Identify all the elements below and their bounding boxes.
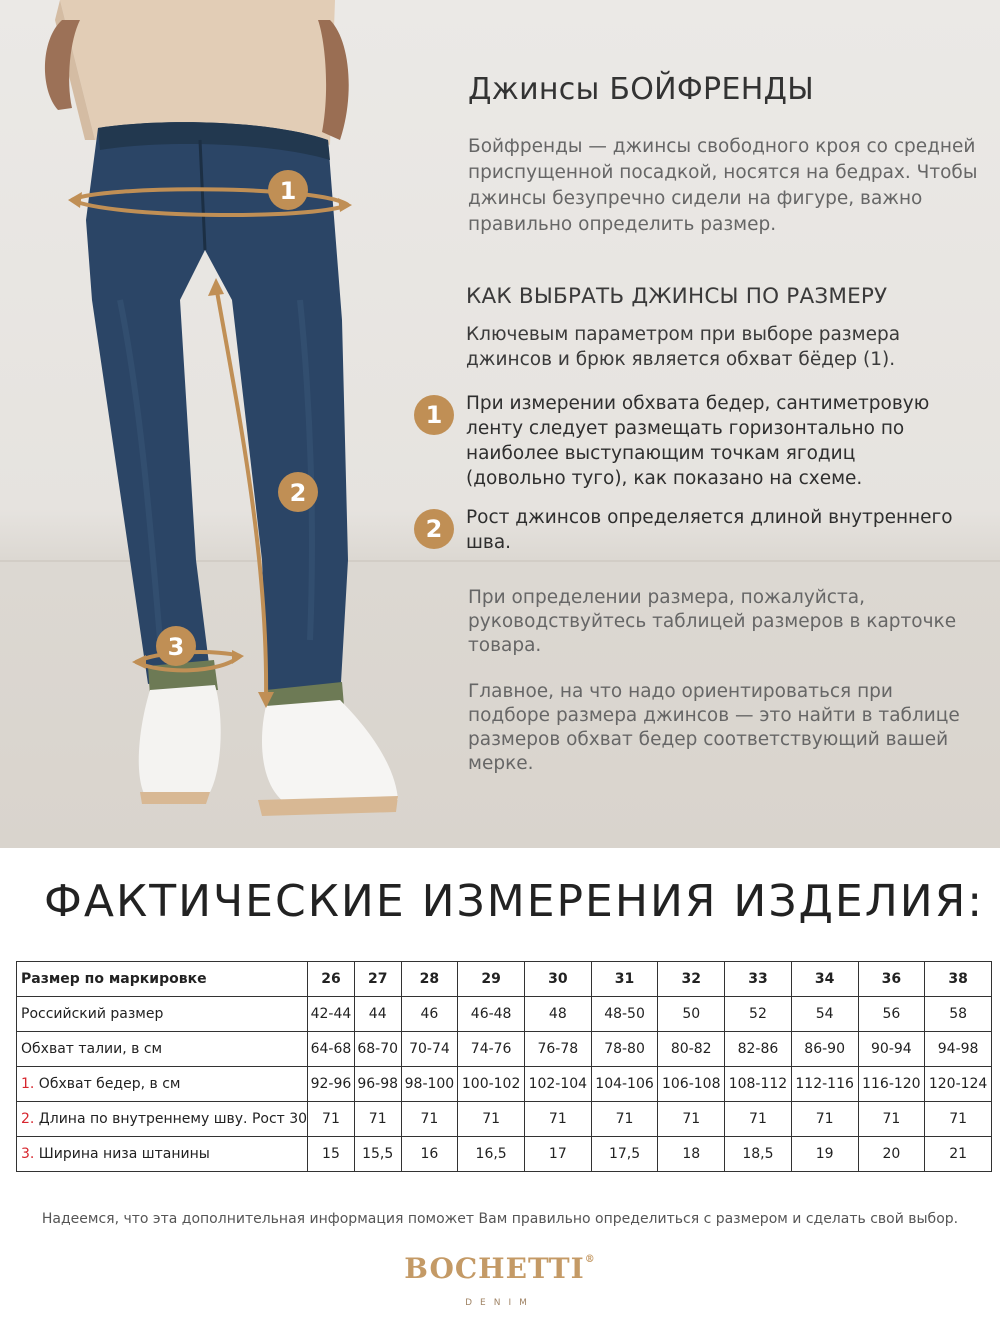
size-header-cell: 32	[658, 962, 725, 997]
table-cell: 48	[524, 997, 591, 1032]
table-cell: 16,5	[458, 1137, 525, 1172]
table-cell: 80-82	[658, 1032, 725, 1067]
size-header-cell: 36	[858, 962, 925, 997]
table-cell: 17	[524, 1137, 591, 1172]
table-cell: 90-94	[858, 1032, 925, 1067]
row-label: Обхват талии, в см	[21, 1041, 163, 1057]
size-header-cell: 26	[308, 962, 355, 997]
size-table	[16, 961, 992, 1172]
table-cell: 71	[791, 1102, 858, 1137]
brand-name: BOCHETTI	[404, 1252, 585, 1285]
table-cell: 116-120	[858, 1067, 925, 1102]
row-label-cell	[17, 1032, 308, 1067]
table-cell: 106-108	[658, 1067, 725, 1102]
table-cell: 74-76	[458, 1032, 525, 1067]
table-cell: 96-98	[354, 1067, 401, 1102]
jeans-figure-illustration	[0, 0, 430, 848]
size-header-cell: 29	[458, 962, 525, 997]
sub-brand: DENIM	[465, 1298, 535, 1308]
table-cell: 19	[791, 1137, 858, 1172]
table-cell: 56	[858, 997, 925, 1032]
footer-note: Надеемся, что эта дополнительная информация поможет Вам правильно определиться с размером и сделать свой выбор.	[41, 1211, 959, 1227]
intro-text: Бойфренды — джинсы свободного кроя со средней приспущенной посадкой, носятся на бедрах. Чтобы джинсы безупречно сидели на фигуре, важно правильно определить размер.	[468, 136, 978, 235]
row-label: Обхват бедер, в см	[34, 1076, 181, 1092]
row-label-cell	[17, 1137, 308, 1172]
table-cell: 71	[591, 1102, 658, 1137]
table-cell: 46	[401, 997, 458, 1032]
table-cell: 104-106	[591, 1067, 658, 1102]
table-cell: 44	[354, 997, 401, 1032]
size-header-cell: 30	[524, 962, 591, 997]
size-header-cell: 38	[925, 962, 992, 997]
table-cell: 94-98	[925, 1032, 992, 1067]
table-cell: 21	[925, 1137, 992, 1172]
table-cell: 100-102	[458, 1067, 525, 1102]
table-cell: 71	[925, 1102, 992, 1137]
row-number: 2.	[21, 1111, 35, 1127]
svg-text:3: 3	[167, 633, 185, 661]
how-to-choose-heading: КАК ВЫБРАТЬ ДЖИНСЫ ПО РАЗМЕРУ	[466, 284, 888, 309]
size-guide-note: При определении размера, пожалуйста, руководствуйтесь таблицей размеров в карточке товара.	[468, 587, 957, 656]
table-row	[17, 997, 992, 1032]
table-cell: 71	[354, 1102, 401, 1137]
row-label-cell	[17, 997, 308, 1032]
table-cell: 71	[524, 1102, 591, 1137]
table-row	[17, 1102, 992, 1137]
table-cell: 86-90	[791, 1032, 858, 1067]
size-header-cell: 27	[354, 962, 401, 997]
table-cell: 92-96	[308, 1067, 355, 1102]
row-label-cell	[17, 1102, 308, 1137]
table-cell: 112-116	[791, 1067, 858, 1102]
table-cell: 52	[725, 997, 792, 1032]
svg-text:1: 1	[279, 177, 297, 205]
table-cell: 102-104	[524, 1067, 591, 1102]
right-shoe	[262, 700, 398, 806]
table-cell: 46-48	[458, 997, 525, 1032]
table-cell: 82-86	[725, 1032, 792, 1067]
key-parameter-text: Ключевым параметром при выборе размера джинсов и брюк является обхват бёдер (1).	[466, 324, 901, 370]
table-cell: 70-74	[401, 1032, 458, 1067]
size-header-cell: 33	[725, 962, 792, 997]
table-row	[17, 1032, 992, 1067]
table-cell: 71	[308, 1102, 355, 1137]
row-number: 3.	[21, 1146, 35, 1162]
table-cell: 50	[658, 997, 725, 1032]
table-cell: 71	[725, 1102, 792, 1137]
table-header-row	[17, 962, 992, 997]
step-1-body: При измерении обхвата бедер, сантиметровую ленту следует размещать горизонтально по наиболее выступающим точкам ягодиц (довольно туго), как показано на схеме.	[466, 393, 930, 489]
registered-mark: ®	[584, 1254, 596, 1265]
header-label-cell: Размер по маркировке	[17, 962, 308, 997]
svg-text:2: 2	[289, 479, 307, 507]
marker-3-icon	[156, 626, 196, 666]
table-cell: 20	[858, 1137, 925, 1172]
step-1-badge-icon: 1	[414, 395, 454, 435]
table-cell: 78-80	[591, 1032, 658, 1067]
table-cell: 15,5	[354, 1137, 401, 1172]
table-cell: 71	[401, 1102, 458, 1137]
table-cell: 71	[658, 1102, 725, 1137]
row-label-cell	[17, 1067, 308, 1102]
step-2-body: Рост джинсов определяется длиной внутреннего шва.	[466, 507, 953, 553]
row-number: 1.	[21, 1076, 35, 1092]
size-header-cell: 28	[401, 962, 458, 997]
row-label: Длина по внутреннему шву. Рост 30	[34, 1111, 308, 1127]
hip-measure-note: Главное, на что надо ориентироваться при подборе размера джинсов — это найти в таблице размеров обхват бедер соответствующий вашей мерке.	[468, 681, 960, 774]
table-cell: 120-124	[925, 1067, 992, 1102]
table-cell: 42-44	[308, 997, 355, 1032]
table-cell: 18	[658, 1137, 725, 1172]
table-cell: 68-70	[354, 1032, 401, 1067]
table-cell: 48-50	[591, 997, 658, 1032]
measurements-title: ФАКТИЧЕСКИЕ ИЗМЕРЕНИЯ ИЗДЕЛИЯ:	[44, 876, 985, 927]
table-cell: 76-78	[524, 1032, 591, 1067]
marker-1-icon	[268, 170, 308, 210]
step-2-badge-icon: 2	[414, 509, 454, 549]
size-header-cell: 34	[791, 962, 858, 997]
marker-2-icon	[278, 472, 318, 512]
table-cell: 15	[308, 1137, 355, 1172]
table-cell: 108-112	[725, 1067, 792, 1102]
table-cell: 64-68	[308, 1032, 355, 1067]
row-label: Российский размер	[21, 1006, 164, 1022]
brand-logo	[0, 1252, 1000, 1285]
table-row	[17, 1067, 992, 1102]
size-header-cell: 31	[591, 962, 658, 997]
table-cell: 71	[458, 1102, 525, 1137]
table-cell: 71	[858, 1102, 925, 1137]
table-cell: 98-100	[401, 1067, 458, 1102]
table-cell: 58	[925, 997, 992, 1032]
left-shoe	[139, 685, 221, 802]
row-label: Ширина низа штанины	[34, 1146, 210, 1162]
table-row	[17, 1137, 992, 1172]
table-cell: 54	[791, 997, 858, 1032]
page-title: Джинсы БОЙФРЕНДЫ	[468, 72, 815, 107]
table-cell: 18,5	[725, 1137, 792, 1172]
table-cell: 16	[401, 1137, 458, 1172]
table-cell: 17,5	[591, 1137, 658, 1172]
